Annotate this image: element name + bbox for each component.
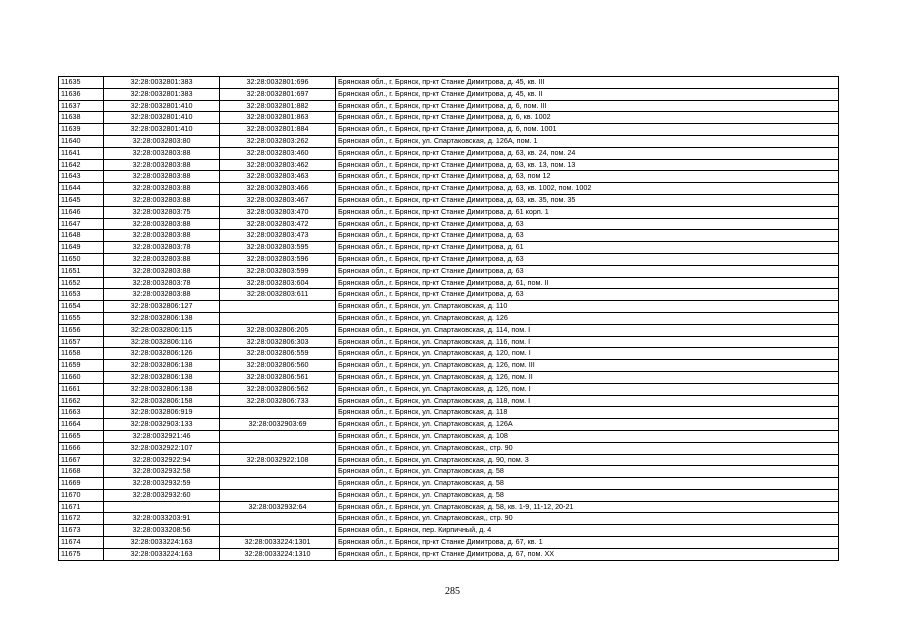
parcel-cadastral-number-cell: 32:28:0032803:88 <box>104 230 220 242</box>
address-cell: Брянская обл., г. Брянск, ул. Спартаковская, д. 126А, пом. 1 <box>336 135 839 147</box>
address-cell: Брянская обл., г. Брянск, пр-кт Станке Димитрова, д. 63, кв. 35, пом. 35 <box>336 194 839 206</box>
object-cadastral-number-cell <box>220 466 336 478</box>
row-number-cell: 11667 <box>59 454 104 466</box>
row-number-cell: 11654 <box>59 301 104 313</box>
object-cadastral-number-cell: 32:28:0032803:599 <box>220 265 336 277</box>
object-cadastral-number-cell: 32:28:0032803:467 <box>220 194 336 206</box>
row-number-cell: 11638 <box>59 112 104 124</box>
parcel-cadastral-number-cell: 32:28:0032803:88 <box>104 289 220 301</box>
table-row <box>59 548 839 560</box>
object-cadastral-number-cell: 32:28:0032806:733 <box>220 395 336 407</box>
row-number-cell: 11662 <box>59 395 104 407</box>
object-cadastral-number-cell <box>220 301 336 313</box>
parcel-cadastral-number-cell: 32:28:0032801:410 <box>104 124 220 136</box>
address-cell: Брянская обл., г. Брянск, ул. Спартаковская, д. 58 <box>336 466 839 478</box>
address-cell: Брянская обл., г. Брянск, ул. Спартаковская, д. 114, пом. I <box>336 324 839 336</box>
parcel-cadastral-number-cell: 32:28:0032806:138 <box>104 383 220 395</box>
address-cell: Брянская обл., г. Брянск, ул. Спартаковская, д. 108 <box>336 430 839 442</box>
table-row <box>59 501 839 513</box>
row-number-cell: 11675 <box>59 548 104 560</box>
table-row <box>59 112 839 124</box>
table-row <box>59 454 839 466</box>
address-cell: Брянская обл., г. Брянск, пр-кт Станке Димитрова, д. 63 <box>336 230 839 242</box>
table-row <box>59 230 839 242</box>
object-cadastral-number-cell: 32:28:0032806:205 <box>220 324 336 336</box>
parcel-cadastral-number-cell: 32:28:0032803:88 <box>104 159 220 171</box>
table-row <box>59 525 839 537</box>
address-cell: Брянская обл., г. Брянск, ул. Спартаковская,, стр. 90 <box>336 442 839 454</box>
table-row <box>59 442 839 454</box>
parcel-cadastral-number-cell: 32:28:0032806:127 <box>104 301 220 313</box>
row-number-cell: 11645 <box>59 194 104 206</box>
address-cell: Брянская обл., г. Брянск, пр-кт Станке Димитрова, д. 61, пом. II <box>336 277 839 289</box>
parcel-cadastral-number-cell: 32:28:0032803:75 <box>104 206 220 218</box>
table-row <box>59 513 839 525</box>
table-row <box>59 419 839 431</box>
table-row <box>59 265 839 277</box>
address-cell: Брянская обл., г. Брянск, ул. Спартаковская, д. 126 <box>336 312 839 324</box>
parcel-cadastral-number-cell: 32:28:0032806:116 <box>104 336 220 348</box>
object-cadastral-number-cell: 32:28:0032801:863 <box>220 112 336 124</box>
row-number-cell: 11644 <box>59 183 104 195</box>
parcel-cadastral-number-cell: 32:28:0032803:88 <box>104 265 220 277</box>
row-number-cell: 11668 <box>59 466 104 478</box>
address-cell: Брянская обл., г. Брянск, пр-кт Станке Димитрова, д. 63, кв. 24, пом. 24 <box>336 147 839 159</box>
address-cell: Брянская обл., г. Брянск, ул. Спартаковская, д. 120, пом. I <box>336 348 839 360</box>
parcel-cadastral-number-cell: 32:28:0033224:163 <box>104 537 220 549</box>
table-row <box>59 289 839 301</box>
address-cell: Брянская обл., г. Брянск, ул. Спартаковская, д. 58, кв. 1-9, 11-12, 20-21 <box>336 501 839 513</box>
parcel-cadastral-number-cell: 32:28:0032922:94 <box>104 454 220 466</box>
parcel-cadastral-number-cell: 32:28:0032806:115 <box>104 324 220 336</box>
row-number-cell: 11636 <box>59 88 104 100</box>
parcel-cadastral-number-cell: 32:28:0032803:88 <box>104 218 220 230</box>
parcel-cadastral-number-cell: 32:28:0032922:107 <box>104 442 220 454</box>
parcel-cadastral-number-cell: 32:28:0032803:88 <box>104 183 220 195</box>
table-row <box>59 336 839 348</box>
parcel-cadastral-number-cell: 32:28:0033224:163 <box>104 548 220 560</box>
row-number-cell: 11639 <box>59 124 104 136</box>
address-cell: Брянская обл., г. Брянск, ул. Спартаковская, д. 116, пом. I <box>336 336 839 348</box>
address-cell: Брянская обл., г. Брянск, пр-кт Станке Димитрова, д. 63, пом 12 <box>336 171 839 183</box>
table-row <box>59 430 839 442</box>
object-cadastral-number-cell: 32:28:0032803:473 <box>220 230 336 242</box>
object-cadastral-number-cell <box>220 478 336 490</box>
table-row <box>59 194 839 206</box>
table-row <box>59 124 839 136</box>
object-cadastral-number-cell: 32:28:0032801:884 <box>220 124 336 136</box>
parcel-cadastral-number-cell: 32:28:0032801:410 <box>104 112 220 124</box>
row-number-cell: 11664 <box>59 419 104 431</box>
row-number-cell: 11671 <box>59 501 104 513</box>
table-row <box>59 324 839 336</box>
row-number-cell: 11659 <box>59 360 104 372</box>
address-cell: Брянская обл., г. Брянск, пр-кт Станке Димитрова, д. 67, кв. 1 <box>336 537 839 549</box>
address-cell: Брянская обл., г. Брянск, пр-кт Станке Димитрова, д. 61 корп. 1 <box>336 206 839 218</box>
row-number-cell: 11653 <box>59 289 104 301</box>
row-number-cell: 11650 <box>59 253 104 265</box>
object-cadastral-number-cell: 32:28:0032806:561 <box>220 371 336 383</box>
table-row <box>59 301 839 313</box>
row-number-cell: 11641 <box>59 147 104 159</box>
parcel-cadastral-number-cell: 32:28:0032801:383 <box>104 88 220 100</box>
object-cadastral-number-cell: 32:28:0032801:697 <box>220 88 336 100</box>
address-cell: Брянская обл., г. Брянск, ул. Спартаковская, д. 118, пом. I <box>336 395 839 407</box>
address-cell: Брянская обл., г. Брянск, пр-кт Станке Димитрова, д. 45, кв. II <box>336 88 839 100</box>
parcel-cadastral-number-cell: 32:28:0032806:138 <box>104 360 220 372</box>
address-cell: Брянская обл., г. Брянск, пр-кт Станке Димитрова, д. 63, кв. 13, пом. 13 <box>336 159 839 171</box>
address-cell: Брянская обл., г. Брянск, пр-кт Станке Димитрова, д. 63 <box>336 218 839 230</box>
row-number-cell: 11648 <box>59 230 104 242</box>
registry-table <box>58 76 839 561</box>
object-cadastral-number-cell: 32:28:0032803:604 <box>220 277 336 289</box>
row-number-cell: 11637 <box>59 100 104 112</box>
table-row <box>59 171 839 183</box>
object-cadastral-number-cell: 32:28:0032803:466 <box>220 183 336 195</box>
address-cell: Брянская обл., г. Брянск, ул. Спартаковская, д. 58 <box>336 489 839 501</box>
address-cell: Брянская обл., г. Брянск, пр-кт Станке Димитрова, д. 63, кв. 1002, пом. 1002 <box>336 183 839 195</box>
table-row <box>59 489 839 501</box>
parcel-cadastral-number-cell: 32:28:0032801:410 <box>104 100 220 112</box>
object-cadastral-number-cell: 32:28:0032803:596 <box>220 253 336 265</box>
row-number-cell: 11635 <box>59 77 104 89</box>
table-row <box>59 218 839 230</box>
parcel-cadastral-number-cell <box>104 501 220 513</box>
address-cell: Брянская обл., г. Брянск, ул. Спартаковская, д. 126, пом. I <box>336 383 839 395</box>
table-row <box>59 206 839 218</box>
table-row <box>59 147 839 159</box>
parcel-cadastral-number-cell: 32:28:0032806:138 <box>104 312 220 324</box>
row-number-cell: 11663 <box>59 407 104 419</box>
parcel-cadastral-number-cell: 32:28:0033203:91 <box>104 513 220 525</box>
table-row <box>59 395 839 407</box>
object-cadastral-number-cell: 32:28:0033224:1310 <box>220 548 336 560</box>
table-row <box>59 466 839 478</box>
object-cadastral-number-cell <box>220 513 336 525</box>
parcel-cadastral-number-cell: 32:28:0032932:60 <box>104 489 220 501</box>
object-cadastral-number-cell <box>220 442 336 454</box>
object-cadastral-number-cell: 32:28:0032803:463 <box>220 171 336 183</box>
object-cadastral-number-cell: 32:28:0032803:595 <box>220 242 336 254</box>
row-number-cell: 11651 <box>59 265 104 277</box>
address-cell: Брянская обл., г. Брянск, ул. Спартаковская,, стр. 90 <box>336 513 839 525</box>
object-cadastral-number-cell: 32:28:0032803:462 <box>220 159 336 171</box>
row-number-cell: 11661 <box>59 383 104 395</box>
table-row <box>59 383 839 395</box>
table-row <box>59 77 839 89</box>
row-number-cell: 11655 <box>59 312 104 324</box>
registry-table-body <box>59 77 839 561</box>
parcel-cadastral-number-cell: 32:28:0032801:383 <box>104 77 220 89</box>
object-cadastral-number-cell <box>220 430 336 442</box>
address-cell: Брянская обл., г. Брянск, ул. Спартаковская, д. 126, пом. II <box>336 371 839 383</box>
object-cadastral-number-cell: 32:28:0032803:262 <box>220 135 336 147</box>
object-cadastral-number-cell: 32:28:0032801:696 <box>220 77 336 89</box>
row-number-cell: 11658 <box>59 348 104 360</box>
table-row <box>59 360 839 372</box>
object-cadastral-number-cell: 32:28:0032801:882 <box>220 100 336 112</box>
table-row <box>59 348 839 360</box>
row-number-cell: 11656 <box>59 324 104 336</box>
row-number-cell: 11652 <box>59 277 104 289</box>
table-row <box>59 253 839 265</box>
row-number-cell: 11670 <box>59 489 104 501</box>
row-number-cell: 11642 <box>59 159 104 171</box>
parcel-cadastral-number-cell: 32:28:0032803:80 <box>104 135 220 147</box>
row-number-cell: 11665 <box>59 430 104 442</box>
address-cell: Брянская обл., г. Брянск, ул. Спартаковская, д. 126А <box>336 419 839 431</box>
row-number-cell: 11646 <box>59 206 104 218</box>
row-number-cell: 11640 <box>59 135 104 147</box>
address-cell: Брянская обл., г. Брянск, ул. Спартаковская, д. 126, пом. III <box>336 360 839 372</box>
object-cadastral-number-cell: 32:28:0032803:611 <box>220 289 336 301</box>
row-number-cell: 11672 <box>59 513 104 525</box>
parcel-cadastral-number-cell: 32:28:0032921:46 <box>104 430 220 442</box>
parcel-cadastral-number-cell: 32:28:0032932:59 <box>104 478 220 490</box>
row-number-cell: 11649 <box>59 242 104 254</box>
object-cadastral-number-cell: 32:28:0032806:303 <box>220 336 336 348</box>
object-cadastral-number-cell <box>220 525 336 537</box>
address-cell: Брянская обл., г. Брянск, пр-кт Станке Димитрова, д. 61 <box>336 242 839 254</box>
object-cadastral-number-cell: 32:28:0032803:460 <box>220 147 336 159</box>
object-cadastral-number-cell: 32:28:0032803:472 <box>220 218 336 230</box>
parcel-cadastral-number-cell: 32:28:0032803:88 <box>104 253 220 265</box>
address-cell: Брянская обл., г. Брянск, пер. Кирпичный, д. 4 <box>336 525 839 537</box>
row-number-cell: 11660 <box>59 371 104 383</box>
address-cell: Брянская обл., г. Брянск, ул. Спартаковская, д. 118 <box>336 407 839 419</box>
parcel-cadastral-number-cell: 32:28:0032806:158 <box>104 395 220 407</box>
table-row <box>59 100 839 112</box>
object-cadastral-number-cell: 32:28:0032903:69 <box>220 419 336 431</box>
parcel-cadastral-number-cell: 32:28:0033208:56 <box>104 525 220 537</box>
row-number-cell: 11669 <box>59 478 104 490</box>
object-cadastral-number-cell <box>220 489 336 501</box>
parcel-cadastral-number-cell: 32:28:0032806:126 <box>104 348 220 360</box>
table-row <box>59 183 839 195</box>
table-row <box>59 159 839 171</box>
table-row <box>59 242 839 254</box>
table-row <box>59 312 839 324</box>
table-row <box>59 135 839 147</box>
row-number-cell: 11643 <box>59 171 104 183</box>
parcel-cadastral-number-cell: 32:28:0032903:133 <box>104 419 220 431</box>
address-cell: Брянская обл., г. Брянск, пр-кт Станке Димитрова, д. 63 <box>336 289 839 301</box>
address-cell: Брянская обл., г. Брянск, пр-кт Станке Димитрова, д. 63 <box>336 253 839 265</box>
object-cadastral-number-cell: 32:28:0032806:562 <box>220 383 336 395</box>
parcel-cadastral-number-cell: 32:28:0032932:58 <box>104 466 220 478</box>
object-cadastral-number-cell: 32:28:0032806:559 <box>220 348 336 360</box>
address-cell: Брянская обл., г. Брянск, пр-кт Станке Димитрова, д. 6, пом. 1001 <box>336 124 839 136</box>
parcel-cadastral-number-cell: 32:28:0032806:138 <box>104 371 220 383</box>
address-cell: Брянская обл., г. Брянск, ул. Спартаковская, д. 110 <box>336 301 839 313</box>
parcel-cadastral-number-cell: 32:28:0032803:88 <box>104 194 220 206</box>
address-cell: Брянская обл., г. Брянск, ул. Спартаковская, д. 90, пом. 3 <box>336 454 839 466</box>
table-row <box>59 537 839 549</box>
parcel-cadastral-number-cell: 32:28:0032803:88 <box>104 171 220 183</box>
parcel-cadastral-number-cell: 32:28:0032806:919 <box>104 407 220 419</box>
address-cell: Брянская обл., г. Брянск, пр-кт Станке Димитрова, д. 67, пом. XX <box>336 548 839 560</box>
object-cadastral-number-cell <box>220 312 336 324</box>
row-number-cell: 11674 <box>59 537 104 549</box>
row-number-cell: 11673 <box>59 525 104 537</box>
parcel-cadastral-number-cell: 32:28:0032803:78 <box>104 242 220 254</box>
table-row <box>59 88 839 100</box>
page-number: 285 <box>445 586 460 597</box>
parcel-cadastral-number-cell: 32:28:0032803:78 <box>104 277 220 289</box>
parcel-cadastral-number-cell: 32:28:0032803:88 <box>104 147 220 159</box>
object-cadastral-number-cell: 32:28:0032922:108 <box>220 454 336 466</box>
address-cell: Брянская обл., г. Брянск, пр-кт Станке Димитрова, д. 6, пом. III <box>336 100 839 112</box>
address-cell: Брянская обл., г. Брянск, пр-кт Станке Димитрова, д. 6, кв. 1002 <box>336 112 839 124</box>
address-cell: Брянская обл., г. Брянск, пр-кт Станке Димитрова, д. 45, кв. III <box>336 77 839 89</box>
row-number-cell: 11657 <box>59 336 104 348</box>
table-row <box>59 407 839 419</box>
object-cadastral-number-cell: 32:28:0032932:64 <box>220 501 336 513</box>
object-cadastral-number-cell <box>220 407 336 419</box>
table-row <box>59 478 839 490</box>
table-row <box>59 371 839 383</box>
table-row <box>59 277 839 289</box>
address-cell: Брянская обл., г. Брянск, ул. Спартаковская, д. 58 <box>336 478 839 490</box>
object-cadastral-number-cell: 32:28:0033224:1301 <box>220 537 336 549</box>
row-number-cell: 11647 <box>59 218 104 230</box>
object-cadastral-number-cell: 32:28:0032806:560 <box>220 360 336 372</box>
row-number-cell: 11666 <box>59 442 104 454</box>
address-cell: Брянская обл., г. Брянск, пр-кт Станке Димитрова, д. 63 <box>336 265 839 277</box>
object-cadastral-number-cell: 32:28:0032803:470 <box>220 206 336 218</box>
